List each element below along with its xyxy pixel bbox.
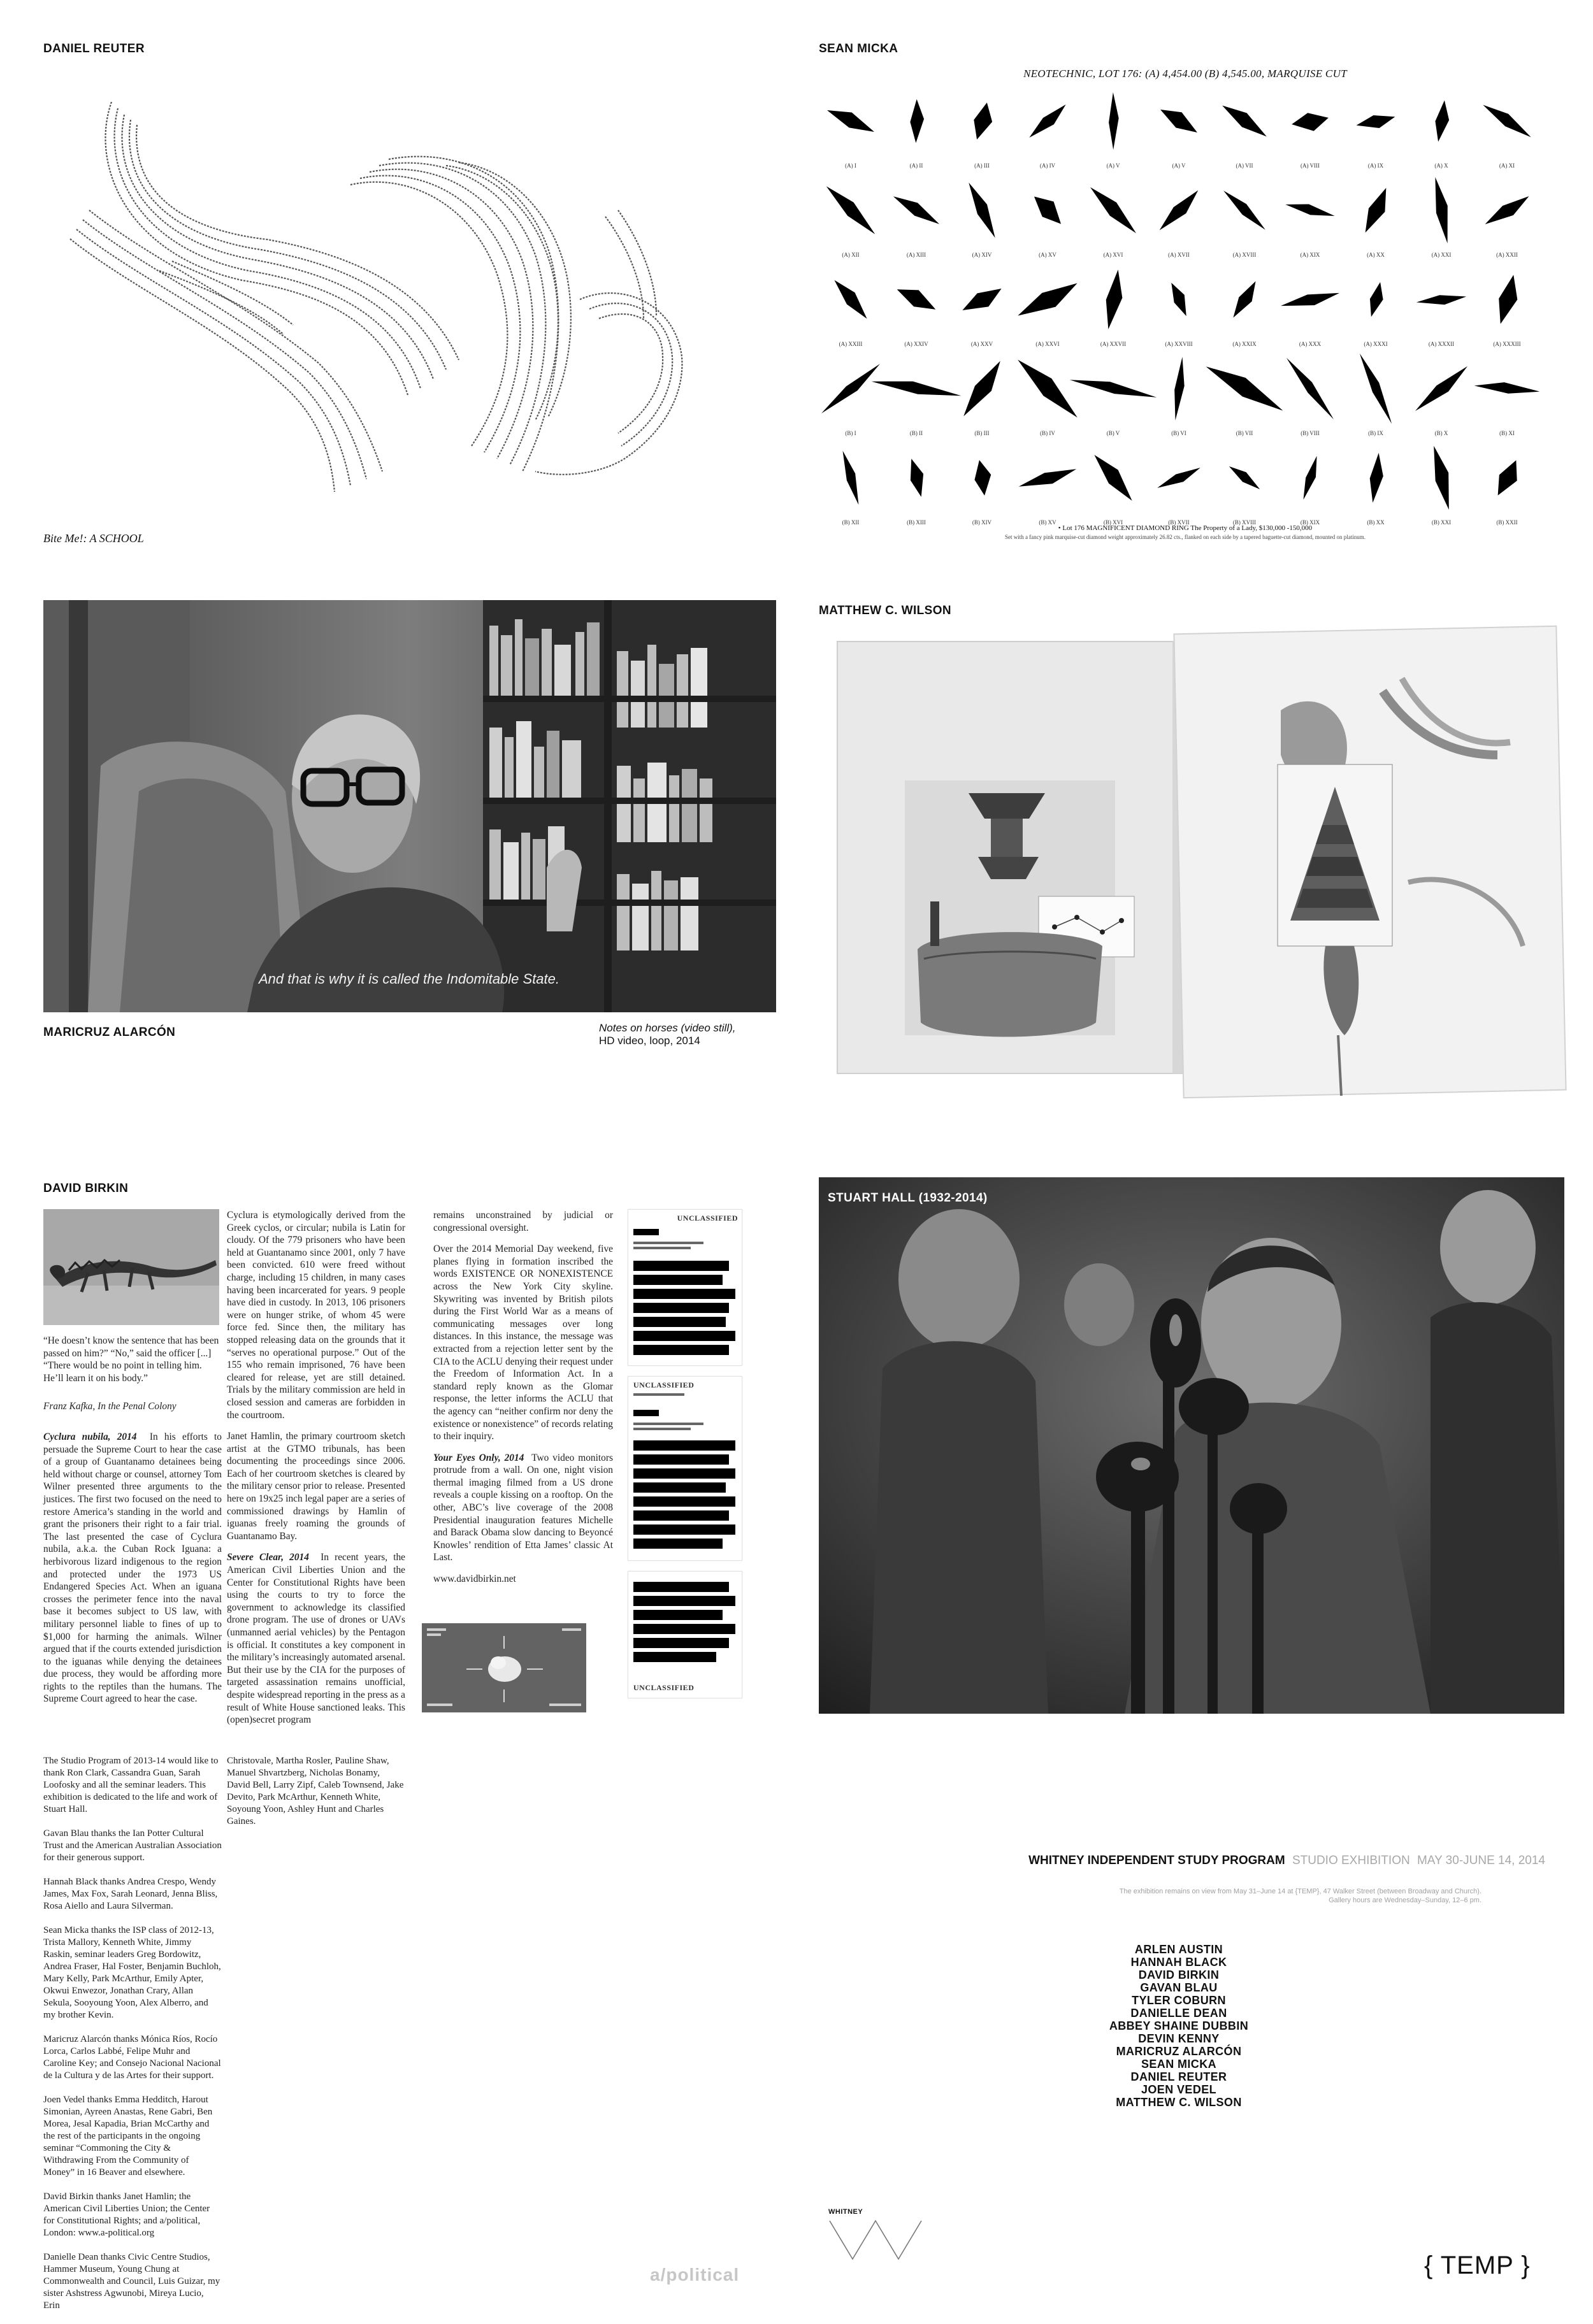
diamond-shape xyxy=(1432,99,1452,143)
diamond-shape xyxy=(822,181,881,239)
diamond-shape xyxy=(1157,102,1202,139)
diamond-shape xyxy=(1411,362,1471,416)
diamond-label: (B) XV xyxy=(1039,519,1056,526)
diamond-label: (A) XXX xyxy=(1299,341,1322,347)
diamond-label: (A) II xyxy=(909,162,923,169)
birkin-iguana-photo xyxy=(43,1209,219,1325)
diamond-shape xyxy=(1227,462,1264,492)
diamond-label: (B) XI xyxy=(1499,430,1515,436)
credit-paragraph: Christovale, Martha Rosler, Pauline Shaw, Manuel Shvartzberg, Nicholas Bonamy, David Bell, Larry Zipf, Caleb Townsend, Jake Devito, Park McArthur, Kenneth White, Soyoung Yoon, Ashley Hunt and Charles Gaines. xyxy=(227,1756,404,1826)
artist-name: TYLER COBURN xyxy=(1132,1994,1226,2007)
diamond-label: (A) XXIV xyxy=(904,341,928,347)
artist-name: DEVIN KENNY xyxy=(1138,2032,1220,2045)
birkin-column-3 xyxy=(433,1209,613,1595)
whitney-logo xyxy=(828,2208,924,2272)
diamond-label: (A) XVIII xyxy=(1232,252,1257,258)
artist-name: GAVAN BLAU xyxy=(1140,1981,1218,1994)
diamond-label: (A) XXXI xyxy=(1364,341,1388,347)
diamond-shape xyxy=(1480,99,1535,142)
credits-column-1 xyxy=(43,1755,222,2324)
diamond-label: (A) VII xyxy=(1236,162,1253,169)
diamond-shape xyxy=(1481,191,1533,231)
diamond-shape xyxy=(905,457,929,498)
micka-lot-detail: Set with a fancy pink marquise-cut diamond weight approximately 26.82 cts., flanked on each side by a tapered baguette-cut diamond, mounted on platinum. xyxy=(1004,534,1366,540)
cyclura-body: In his efforts to persuade the Supreme Court to hear the case of a group of Guantanamo detainees being held without charge or counsel, attorney Tom Wilner presented three arguments to the justices. The first two focused on the need to restore America’s standing in the world and grant the prisoners their right to a fair trial. The last presented the case of Cyclura nubila, a.k.a. the Cuban Rock Iguana: a herbivorous lizard indigenous to the region and protected under the 1973 US Endangered Species Act. When an iguana crosses the perimeter fence into the naval base it becomes subject to US law, with military personnel liable to fines of up to $1,000 for harming the animals. Wilner argued that if the courts extended jurisdiction to the iguanas while denying the detainees due process, they would be affording more rights to the reptiles than the humans. The Supreme Court agreed to hear the case. xyxy=(43,1431,222,1705)
program-title: WHITNEY INDEPENDENT STUDY PROGRAM xyxy=(1028,1854,1285,1867)
diamond-shape xyxy=(1028,189,1069,230)
artist-name: ABBEY SHAINE DUBBIN xyxy=(1109,2019,1249,2032)
alarcon-heading: MARICRUZ ALARCÓN xyxy=(43,1026,176,1039)
alarcon-video-still xyxy=(43,600,775,1012)
artist-name: ARLEN AUSTIN xyxy=(1134,1943,1223,1956)
diamond-shape xyxy=(1220,187,1269,234)
temp-logo: { TEMP } xyxy=(1424,2251,1531,2279)
diamond-shape xyxy=(1229,278,1262,322)
credit-paragraph: Sean Micka thanks the ISP class of 2012-13, Trista Mallory, Kenneth White, Jimmy Raskin, seminar leaders Greg Bordowitz, Andrea Fraser, Hal Foster, Benjamin Buchloh, Mary Kelly, Park McArthur, Emily Apter, Okwui Enwezor, Jonathan Crary, Allan Sekula, Sooyoung Yoon, Alex Alberro, and my brother Kevin. xyxy=(43,1925,221,2020)
diamond-label: (A) XVI xyxy=(1103,252,1123,258)
diamond-shape xyxy=(963,180,1002,240)
diamond-shape xyxy=(1416,292,1467,308)
cyclura-title: Cyclura nubila, 2014 xyxy=(43,1431,137,1442)
alarcon-caption-title: Notes on horses (video still), xyxy=(599,1022,736,1034)
diamond-shape xyxy=(959,282,1006,319)
diamond-label: (B) X xyxy=(1434,430,1448,436)
diamond-shape xyxy=(1069,374,1158,402)
diamond-shape xyxy=(893,281,940,316)
diamond-shape xyxy=(1166,280,1192,318)
diamond-label: (B) XXII xyxy=(1496,519,1518,526)
credit-paragraph: Gavan Blau thanks the Ian Potter Cultural Trust and the American Australian Association for their generous support. xyxy=(43,1828,222,1863)
artist-list xyxy=(1051,1943,1306,2109)
diamond-label: (A) IX xyxy=(1367,162,1384,169)
diamond-shape xyxy=(1290,110,1330,134)
diamond-label: (A) III xyxy=(974,162,990,169)
apolitical-logo: a/political xyxy=(650,2265,740,2285)
redacted-document-1 xyxy=(628,1209,742,1366)
birkin-column-2 xyxy=(227,1209,405,1735)
unclassified-stamp: UNCLASSIFIED xyxy=(633,1683,695,1692)
severe-clear-body: In recent years, the American Civil Liberties Union and the Center for Constitutional Rights have been using the courts to try to force the government to acknowledge its classified drone program. The use of drones or UAVs (unmanned aerial vehicles) by the Pentagon is official. It constitutes a key component in the military’s increasingly automated arsenal. But their use by the CIA for the purposes of targeted assassination remains unofficial, despite widespread reporting in the press as a result of White House sanctioned leaks. This (open)secret program xyxy=(227,1552,406,1726)
stuart-hall-photo xyxy=(819,1177,1564,1714)
reuter-heading: DANIEL REUTER xyxy=(43,42,145,55)
diamond-label: (A) V xyxy=(1172,162,1186,169)
unclassified-stamp: UNCLASSIFIED xyxy=(677,1214,738,1223)
micka-heading: SEAN MICKA xyxy=(819,42,898,55)
diamond-label: (A) XXIII xyxy=(839,341,863,347)
artist-name: HANNAH BLACK xyxy=(1130,1956,1227,1969)
diamond-shape xyxy=(1430,176,1455,244)
micka-lot-line: • Lot 176 MAGNIFICENT DIAMOND RING The Property of a Lady, $130,000 -150,000 xyxy=(1058,524,1313,532)
diamond-label: (B) IX xyxy=(1368,430,1383,436)
diamond-label: (A) XIV xyxy=(972,252,992,258)
diamond-label: (A) XI xyxy=(1499,162,1515,169)
artist-name: DANIELLE DEAN xyxy=(1130,2007,1227,2019)
diamond-shape xyxy=(1283,355,1338,422)
artist-name: MARICRUZ ALARCÓN xyxy=(1116,2045,1242,2058)
birkin-column-1 xyxy=(43,1431,222,1714)
diamond-shape xyxy=(830,275,873,323)
diamond-label: (B) V xyxy=(1106,430,1120,436)
diamond-label: (A) XXVII xyxy=(1100,341,1127,347)
diamond-label: (B) XIV xyxy=(972,519,992,526)
diamond-shape xyxy=(1155,464,1202,493)
diamond-shape xyxy=(1202,358,1288,418)
diamond-label: (A) I xyxy=(845,162,856,169)
diamond-shape xyxy=(1366,280,1387,319)
diamond-label: (A) XXI xyxy=(1431,252,1452,258)
diamond-shape xyxy=(1086,182,1142,238)
diamond-shape xyxy=(969,101,997,142)
artist-name: SEAN MICKA xyxy=(1141,2058,1216,2070)
diamond-shape xyxy=(1490,456,1525,500)
diamond-shape xyxy=(1492,273,1523,326)
program-info-line-2: Gallery hours are Wednesday–Sunday, 12–6 pm. xyxy=(1329,1897,1481,1904)
credit-paragraph: Hannah Black thanks Andrea Crespo, Wendy James, Max Fox, Sarah Leonard, Jenna Bliss, Rosa Aiello and Laura Silverman. xyxy=(43,1877,218,1911)
credit-paragraph: Joen Vedel thanks Emma Hedditch, Harout Simonian, Ayreen Anastas, Rene Gabri, Ben Morea, Jesal Kapadia, Brian McCarthy and the rest of the participants in the ongoing seminar “Commoning the City & Withdrawing From the Community of Money” in 16 Beaver and elsewhere. xyxy=(43,2095,213,2177)
birkin-drone-video-still xyxy=(422,1623,586,1712)
birkin-quote-attribution: Franz Kafka, In the Penal Colony xyxy=(43,1401,177,1412)
hamlin-paragraph: Janet Hamlin, the primary courtroom sketch artist at the GTMO tribunals, has been documenting the proceedings since 2006. Each of her courtroom sketches is cleared by the military censor prior to release. Presented here on 19x25 inch legal paper are a series of commissioned drawings by Hamlin of iguanas freely roaming the grounds of Guantanamo Bay. xyxy=(227,1431,405,1542)
wilson-heading: MATTHEW C. WILSON xyxy=(819,604,952,617)
diamond-label: (B) XIII xyxy=(907,519,926,526)
wilson-book-photo xyxy=(835,628,1564,1096)
diamond-shape xyxy=(825,103,878,138)
micka-title: NEOTECHNIC, LOT 176: (A) 4,454.00 (B) 4,545.00, MARQUISE CUT xyxy=(1023,68,1347,80)
diamond-shape xyxy=(1427,444,1457,512)
program-title-line xyxy=(819,1854,1545,1868)
diamond-label: (A) XXIX xyxy=(1232,341,1257,347)
diamond-label: (A) XXV xyxy=(970,341,993,347)
diamond-label: (A) XII xyxy=(842,252,860,258)
diamond-label: (A) XIX xyxy=(1300,252,1320,258)
diamond-label: (B) I xyxy=(845,430,856,436)
diamond-label: (B) XVII xyxy=(1168,519,1190,526)
diamond-shape xyxy=(1101,268,1127,331)
diamond-shape xyxy=(1012,352,1084,423)
diamond-label: (A) V xyxy=(1106,162,1120,169)
diamond-label: (A) XXXIII xyxy=(1493,341,1521,347)
diamond-shape xyxy=(1218,99,1271,141)
reuter-text-spiral-artwork xyxy=(51,89,765,510)
diamond-shape xyxy=(1299,455,1322,501)
diamond-grid xyxy=(832,83,1552,526)
program-subtitle: STUDIO EXHIBITION xyxy=(1292,1854,1410,1867)
diamond-shape xyxy=(1171,356,1188,420)
severe-clear-title: Severe Clear, 2014 xyxy=(227,1552,309,1563)
diamond-shape xyxy=(1285,199,1336,220)
diamond-label: (B) II xyxy=(909,430,923,436)
program-dates: MAY 30-JUNE 14, 2014 xyxy=(1416,1854,1545,1867)
your-eyes-only-title: Your Eyes Only, 2014 xyxy=(433,1452,524,1463)
diamond-shape xyxy=(839,449,864,506)
alarcon-subtitle: And that is why it is called the Indomitable State. xyxy=(258,971,560,987)
diamond-label: (B) XII xyxy=(842,519,860,526)
redacted-document-2 xyxy=(628,1376,742,1561)
whitney-wordmark: WHITNEY xyxy=(828,2208,863,2216)
artist-name: DANIEL REUTER xyxy=(1130,2070,1227,2083)
diamond-label: (A) XX xyxy=(1367,252,1385,258)
diamond-shape xyxy=(818,361,884,418)
whitney-w-icon xyxy=(828,2216,924,2267)
birkin-quote: “He doesn’t know the sentence that has been passed on him?” “No,” said the officer [...] “There would be no point in telling him. He’ll learn it on his body.” xyxy=(43,1335,219,1384)
diamond-label: (B) IV xyxy=(1040,430,1055,436)
diamond-shape xyxy=(1089,449,1139,505)
diamond-label: (A) XV xyxy=(1039,252,1056,258)
diamond-shape xyxy=(890,190,943,229)
diamond-shape xyxy=(1359,185,1394,236)
diamond-shape xyxy=(972,459,994,497)
diamond-shape xyxy=(870,375,962,401)
diamond-label: (A) XXXII xyxy=(1428,341,1455,347)
alarcon-caption-medium: HD video, loop, 2014 xyxy=(599,1035,700,1047)
diamond-label: (B) VI xyxy=(1171,430,1186,436)
diamond-label: (A) IV xyxy=(1039,162,1056,169)
unclassified-stamp: UNCLASSIFIED xyxy=(633,1381,695,1389)
reuter-caption: Bite Me!: A SCHOOL xyxy=(43,532,144,545)
artist-name: JOEN VEDEL xyxy=(1141,2083,1217,2096)
credits-column-2 xyxy=(227,1755,405,1840)
diamond-label: (A) X xyxy=(1434,162,1448,169)
diamond-label: (B) XVIII xyxy=(1232,519,1257,526)
diamond-shape xyxy=(910,99,925,143)
diamond-label: (B) XVI xyxy=(1103,519,1123,526)
cyclura-paragraph-2: Cyclura is etymologically derived from the Greek cyclos, or circular; nubila is Latin for cloudy. Of the 779 prisoners who have been held at Guantanamo since 2001, only 7 have been convicted. 610 were freed without charge, including 15 children, in many cases having been incarcerated for years. 9 people have died in custody. In 2013, 106 prisoners were on hunger strike, of whom 45 were force fed. Since then, the military has stopped releasing data on the grounds that it “serves no operational purpose.” Out of the 155 who remain imprisoned, 76 have been cleared for release, yet are still detained. Trials by the military commission are held in closed session and cameras are forbidden in the courtroom. xyxy=(227,1210,405,1421)
diamond-label: (B) VIII xyxy=(1301,430,1320,436)
diamond-shape xyxy=(958,357,1008,421)
diamond-label: (B) VII xyxy=(1236,430,1253,436)
diamond-shape xyxy=(1355,111,1397,133)
diamond-label: (B) XIX xyxy=(1300,519,1320,526)
diamond-shape xyxy=(1367,452,1386,504)
skywriting-paragraph: Over the 2014 Memorial Day weekend, five planes flying in formation inscribed the words EXISTENCE OR NONEXISTENCE across the New York City skyline. Skywriting was invented by British pilots during the First World War as a means of communicating messages over long distances. In this instance, the message was extracted from a rejection letter sent by the CIA to the ACLU denying their request under the Freedom of Information Act. In a standard reply known as the Glomar response, the letter informs the ACLU that the agency can “neither confirm nor deny the existence or nonexistence” of records relating to their inquiry. xyxy=(433,1244,613,1442)
stuart-hall-heading: STUART HALL (1932-2014) xyxy=(828,1191,988,1205)
program-info-line-1: The exhibition remains on view from May 31–June 14 at {TEMP}, 47 Walker Street (between Broadway and Church). xyxy=(1119,1888,1481,1895)
diamond-shape xyxy=(1356,351,1397,426)
diamond-shape xyxy=(1474,380,1540,396)
diamond-label: (A) VIII xyxy=(1300,162,1320,169)
diamond-label: (A) XXVI xyxy=(1035,341,1060,347)
your-eyes-only-body: Two video monitors protrude from a wall. On one, night vision thermal imaging filmed from a US drone reveals a couple kissing on a rooftop. On the other, ABC’s live coverage of the 2008 Presidential inauguration features Michelle and Barack Obama slow dancing to Beyoncé Knowles’ rendition of Etta James’ classic At Last. xyxy=(433,1452,613,1563)
redacted-document-3 xyxy=(628,1571,742,1698)
diamond-label: (A) XXII xyxy=(1496,252,1518,258)
birkin-website[interactable]: www.davidbirkin.net xyxy=(433,1574,516,1585)
diamond-label: (B) XX xyxy=(1367,519,1385,526)
diamond-shape xyxy=(1026,101,1070,143)
severe-clear-continued: remains unconstrained by judicial or congressional oversight. xyxy=(433,1210,613,1233)
credit-paragraph: David Birkin thanks Janet Hamlin; the American Civil Liberties Union; the Center for Constitutional Rights; and a/political, London: www.a-political.org xyxy=(43,2191,210,2238)
diamond-label: (A) XVII xyxy=(1168,252,1190,258)
diamond-label: (A) XIII xyxy=(906,252,926,258)
diamond-shape xyxy=(1014,276,1082,325)
diamond-label: (B) III xyxy=(974,430,990,436)
credit-paragraph: The Studio Program of 2013-14 would like to thank Ron Clark, Cassandra Guan, Sarah Loofosky and all the seminar leaders. This exhibition is dedicated to the life and work of Stuart Hall. xyxy=(43,1756,219,1814)
diamond-shape xyxy=(1017,464,1078,493)
diamond-shape xyxy=(1155,186,1204,235)
artist-name: DAVID BIRKIN xyxy=(1138,1969,1220,1981)
credit-paragraph: Maricruz Alarcón thanks Mónica Ríos, Rocío Lorca, Carlos Labbé, Felipe Muhr and Caroline Key; and Consejo Nacional Nacional de la Cultura y de las Artes for their support. xyxy=(43,2034,221,2081)
birkin-heading: DAVID BIRKIN xyxy=(43,1182,129,1195)
diamond-shape xyxy=(1279,288,1341,313)
diamond-shape xyxy=(1109,92,1119,150)
diamond-label: (A) XXVIII xyxy=(1165,341,1193,347)
artist-name: MATTHEW C. WILSON xyxy=(1116,2096,1242,2109)
credit-paragraph: Danielle Dean thanks Civic Centre Studios, Hammer Museum, Young Chung at Commonwealth and Council, Luis Guizar, my sister Ashstress Agwunobi, Mireya Lucio, Erin xyxy=(43,2252,220,2311)
diamond-label: (B) XXI xyxy=(1431,519,1452,526)
